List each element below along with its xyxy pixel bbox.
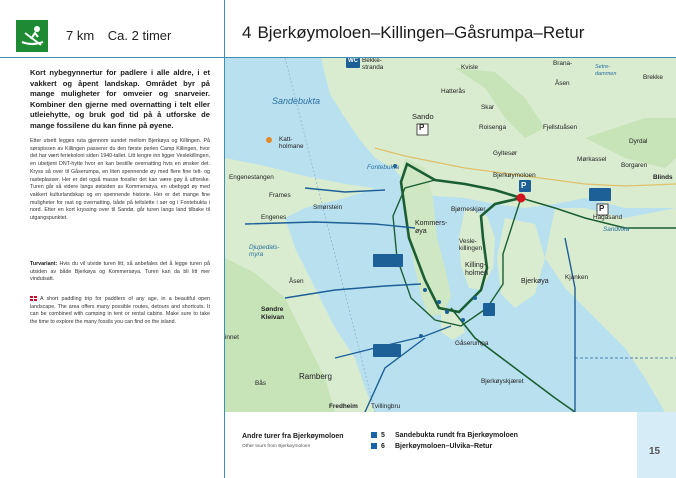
- label-bjorneskjaer: Bjørneskjær: [451, 206, 486, 213]
- label-morkassel: Mørkassel: [577, 156, 607, 163]
- other-tours-heading-en: Other tours from Bjerkøymoloen: [242, 444, 311, 449]
- label-hagasand: Hagasand: [593, 214, 623, 221]
- label-fredheim: Fredheim: [329, 403, 358, 410]
- other-tour-6[interactable]: [371, 443, 492, 450]
- english-summary-text: A short paddling trip for paddlers of any age, in a beautiful open landscape. The area offers many possible routes, detours and shortcuts. It can be combined with camping in tent or rental cabins. Make sure to take the time to explore the many fossils you can find on the island.: [30, 296, 210, 325]
- label-skar: Skar: [481, 104, 495, 111]
- label-djupedalsmyra: Djupedals- myra: [249, 244, 280, 258]
- boat-icon: [371, 432, 377, 438]
- label-innet: innet: [225, 334, 239, 341]
- label-parking-3: P: [599, 204, 605, 213]
- tour-number: 5: [381, 432, 385, 439]
- label-roisenga: Roisenga: [479, 124, 507, 131]
- other-tour-5[interactable]: [371, 432, 518, 439]
- route-title: Bjerkøymoloen–Killingen–Gåsrumpa–Retur: [257, 23, 585, 42]
- other-tours-heading: Andre turer fra Bjerkøymoloen: [242, 433, 344, 440]
- label-kjanken: Kjanken: [565, 274, 589, 281]
- uk-flag-icon: [30, 296, 37, 301]
- label-sando: Sando: [412, 112, 434, 121]
- label-setredammen: Setre- dammen: [595, 64, 617, 77]
- bjerkoya-island: [497, 218, 545, 308]
- paddling-logo: [16, 20, 48, 52]
- page-number: 15: [649, 446, 661, 457]
- label-dyrdal: Dyrdal: [629, 138, 648, 145]
- label-kvisle: Kvisle: [461, 64, 479, 71]
- label-hatteras: Hatterås: [441, 88, 466, 95]
- label-katt: Katt- holmane: [279, 136, 304, 150]
- label-fontebukta: Fontebukta: [367, 164, 399, 171]
- label-ramberg: Ramberg: [299, 372, 332, 381]
- trip-distance: 7 km: [66, 28, 95, 43]
- label-kommersoya: Kommers- øya: [415, 220, 448, 235]
- route-variant-label: Turvariant:: [30, 261, 58, 267]
- label-bekkestranda: Bekke- stranda: [362, 58, 384, 71]
- label-veslekillingen: Vesle- killingen: [459, 238, 483, 252]
- page-title: [242, 23, 584, 43]
- left-column: [0, 0, 224, 478]
- english-summary: [30, 296, 210, 326]
- trip-summary-header: [0, 0, 224, 58]
- label-tvillingbru: Tvillingbru: [371, 403, 401, 410]
- label-borgaren: Borgaren: [621, 162, 648, 169]
- label-fjellstuasen: Fjellstuåsen: [543, 124, 578, 131]
- route-variant-text: Hvis du vil utvide turen litt, så anbefales det å legge turen på utsiden av både Bjerkøya og Kommersøya. Turen kan da bli litt mer vindutsatt.: [30, 261, 210, 283]
- label-bas: Bås: [255, 380, 267, 387]
- boat-icon: [371, 443, 377, 449]
- label-sandvika: Sandvika: [603, 226, 630, 233]
- route-map[interactable]: [225, 58, 676, 412]
- map-graphic: [225, 58, 676, 412]
- label-bjerkoya: Bjerkøya: [521, 278, 549, 285]
- label-parking-1: P: [419, 123, 425, 132]
- label-bjerkoyskjaeret: Bjerkøyskjæret: [481, 378, 524, 385]
- label-sandebukta: Sandebukta: [272, 96, 321, 106]
- label-blinds: Blinds: [653, 174, 673, 181]
- trip-distance-duration: [66, 28, 181, 43]
- label-engenestangen: Engenestangen: [229, 174, 274, 181]
- label-parking-2: P: [521, 181, 527, 190]
- label-gyltesor: Gyltesør: [493, 150, 518, 157]
- label-brana: Brana-: [553, 60, 573, 67]
- tour-name: Sandebukta rundt fra Bjerkøymoloen: [395, 432, 518, 439]
- intro-body: Etter utsett legges ruta gjennom sundet mellom Bjerkøya og Killingen. På sørspissen av Killingen passerer du den første perlen Camp Killingen, hvor det har vært feriekoloni siden 1940-tallet. Litt lengre inn ligger Veslekillingen, en ubetjent DNT-hytte hvor en kan bestille overnatting hvis en ønsker det. Kryss så over til Gåserumpa, en liten spennende øy med flere fine telt- og rasteplasser. Her er det også masse fossiler det kan være gøy å utforske. Turen går så videre langs østsiden av Kommersøya, en ubebygd øy med vakkert kulturlandskap og en spennende historie. Her er det mange fine muligheter for rast og overnatting, både på teltslette i sør og i Fontebukta i nord. Etter en kort kryssing over til Sandø, går turen langs land tilbake til utgangspunktet.: [30, 138, 210, 222]
- label-frames: Frames: [269, 192, 291, 199]
- label-bjerkoymoloen: Bjerkøymoloen: [493, 172, 536, 179]
- label-killingholmen: Killing- holmen: [465, 262, 488, 277]
- tour-number: 6: [381, 443, 385, 450]
- label-sondre-kleivan: Søndre Kleivan: [261, 306, 285, 321]
- label-engenes: Engenes: [261, 214, 287, 221]
- label-asen: Åsen: [289, 278, 304, 285]
- kayak-icon: [16, 20, 48, 52]
- label-smorstein: Smørstein: [313, 204, 343, 211]
- route-variant: [30, 261, 210, 284]
- trip-duration: Ca. 2 timer: [107, 28, 172, 43]
- label-gasrumpa: Gåserumpa: [455, 340, 489, 347]
- label-wc: WC: [348, 58, 358, 64]
- page-number-box: [637, 412, 676, 478]
- label-brekke: Brekke: [643, 74, 663, 81]
- intro-lead: Kort nybegynnertur for padlere i alle aldre, i et vakkert og åpent landskap. Området byr på mange muligheter for omveier og snarveier. Kombiner den gjerne med overnatting i telt eller utleiehytte, og bruk god tid på å utforske de mange fossilene du kan finne på øyene.: [30, 68, 210, 130]
- tour-name: Bjerkøymoloen–Ulvika–Retur: [395, 443, 493, 450]
- label-asen-top: Åsen: [555, 80, 570, 87]
- route-number: 4: [242, 23, 252, 42]
